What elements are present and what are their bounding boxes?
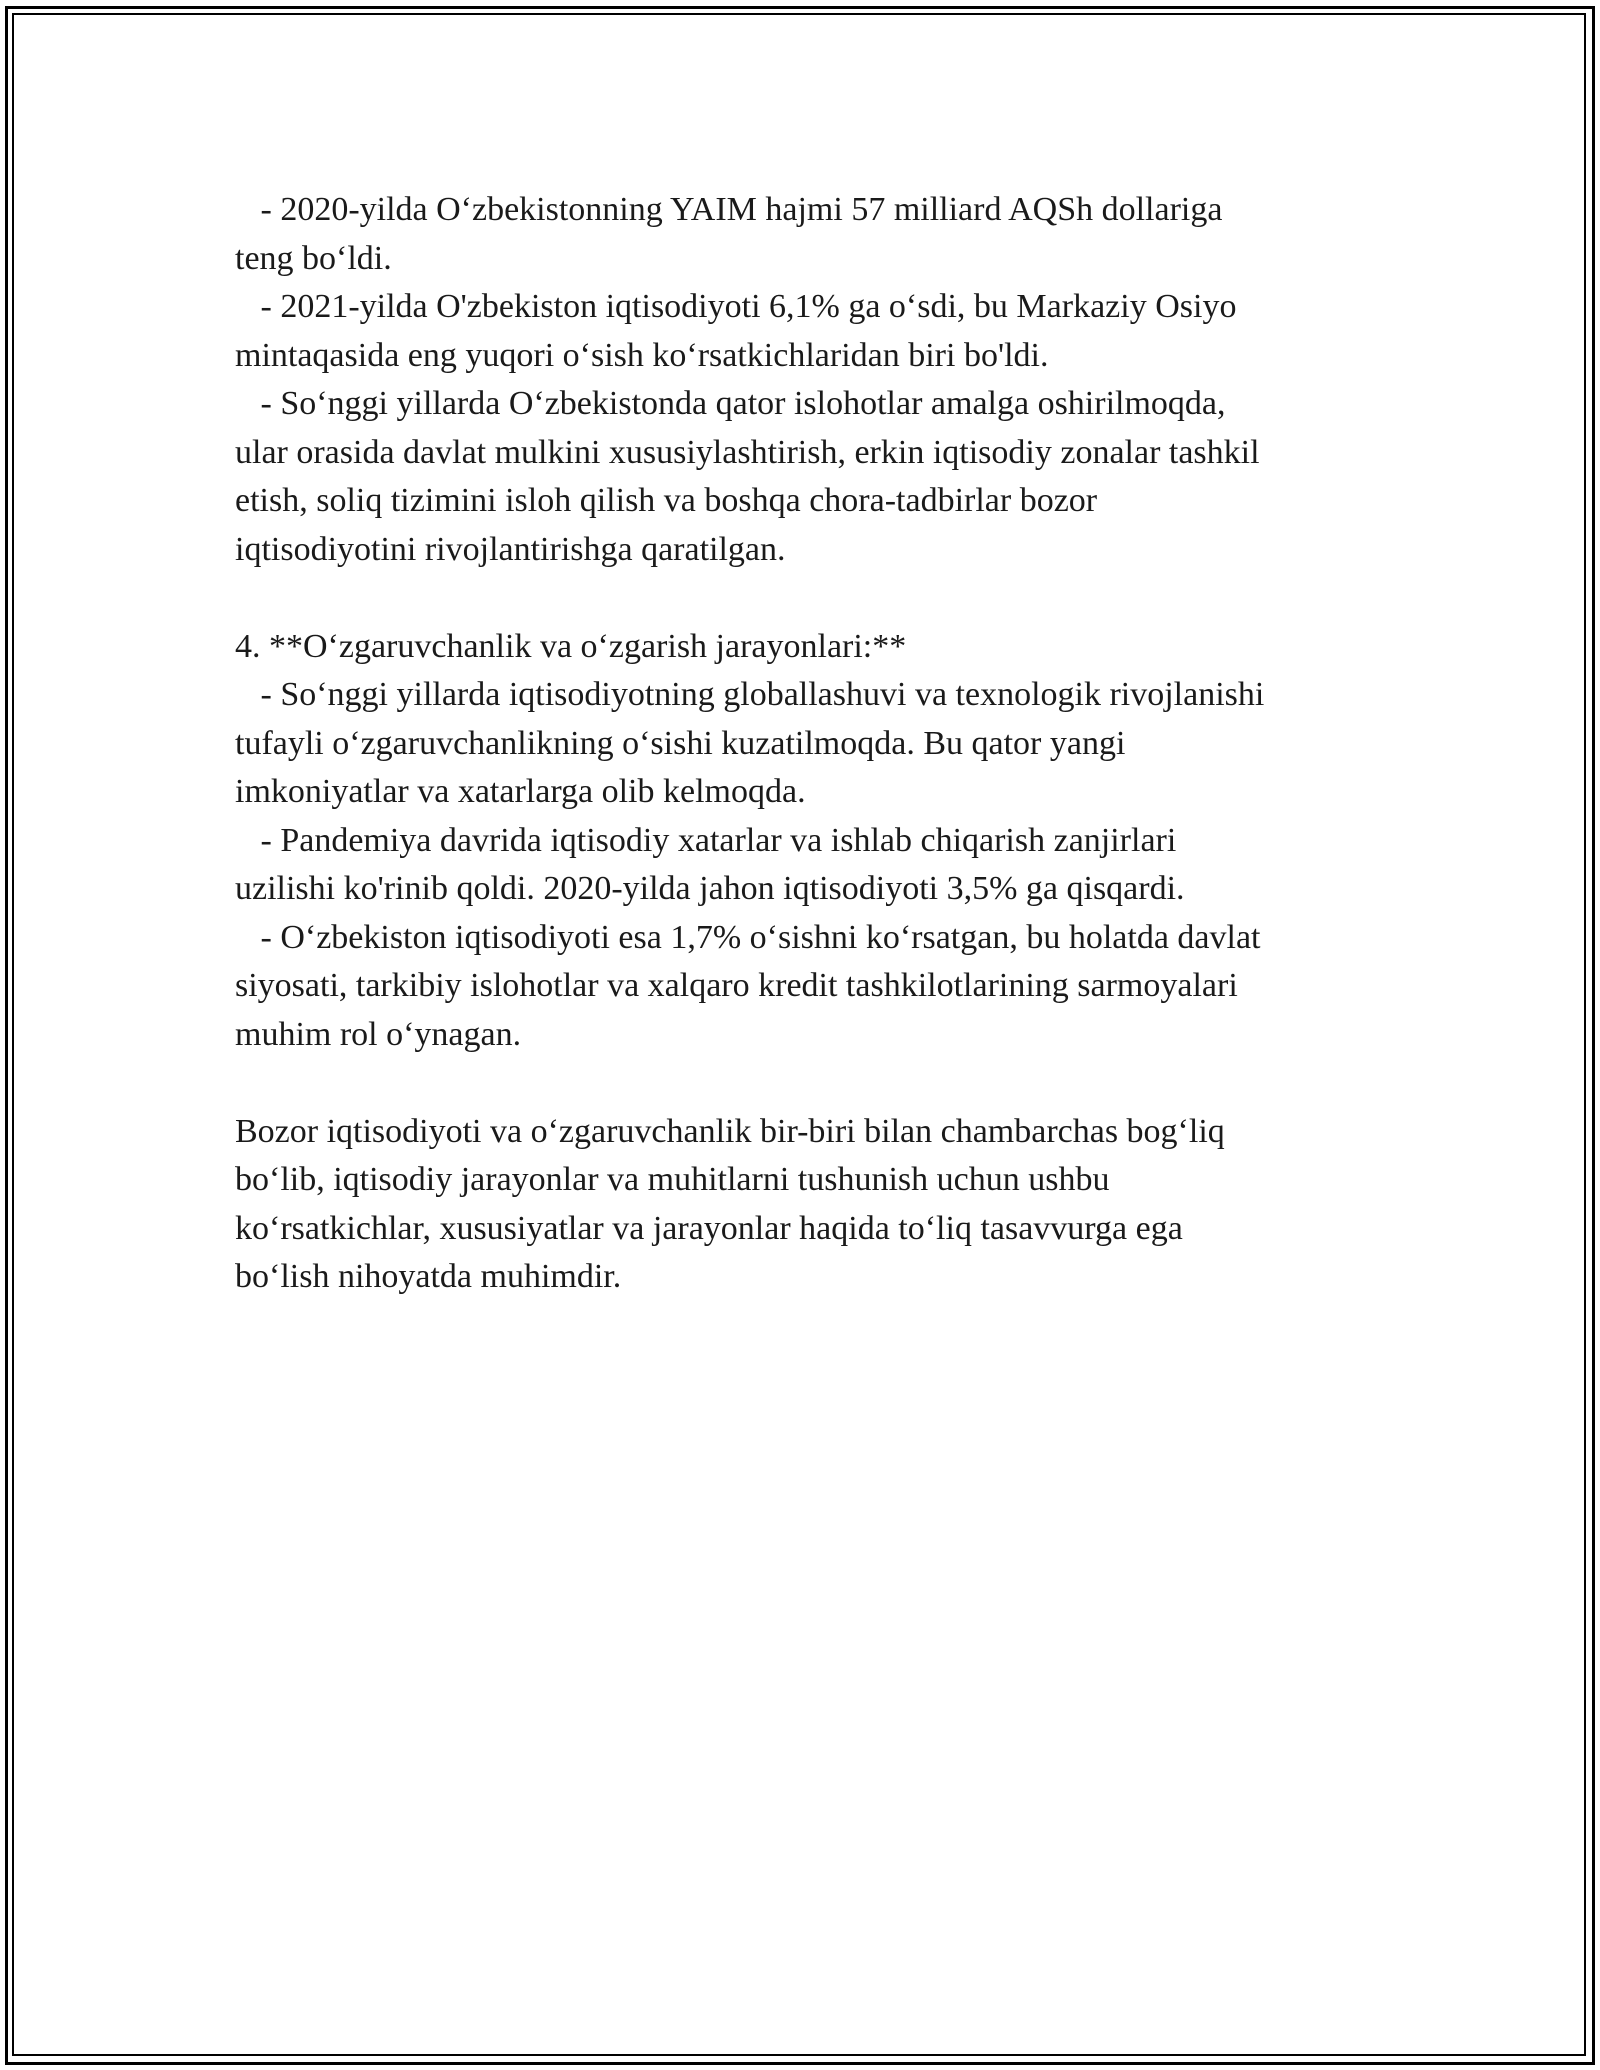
text-line: - So‘nggi yillarda O‘zbekistonda qator islohotlar amalga oshirilmoqda, xyxy=(235,385,1226,422)
text-line: ko‘rsatkichlar, xususiyatlar va jarayonlar haqida to‘liq tasavvurga ega xyxy=(235,1209,1183,1247)
paragraph-spacer xyxy=(235,1059,1385,1108)
paragraph-spacer xyxy=(235,574,1385,623)
text-line: mintaqasida eng yuqori o‘sish ko‘rsatkichlaridan biri bo'ldi. xyxy=(235,336,1049,374)
text-line: etish, soliq tizimini isloh qilish va boshqa chora-tadbirlar bozor xyxy=(235,482,1098,519)
text-line: - Pandemiya davrida iqtisodiy xatarlar va ishlab chiqarish zanjirlari xyxy=(235,821,1177,859)
section-4-variability xyxy=(235,623,1385,1060)
text-line: muhim rol o‘ynagan. xyxy=(235,1015,522,1053)
text-line: tufayli o‘zgaruvchanlikning o‘sishi kuzatilmoqda. Bu qator yangi xyxy=(235,724,1126,762)
document-body xyxy=(235,186,1385,1302)
text-line: siyosati, tarkibiy islohotlar va xalqaro kredit tashkilotlarining sarmoyalari xyxy=(235,967,1238,1004)
text-line: iqtisodiyotini rivojlantirishga qaratilgan. xyxy=(235,530,786,568)
text-line: teng bo‘ldi. xyxy=(235,239,392,277)
text-line: - O‘zbekiston iqtisodiyoti esa 1,7% o‘sishni ko‘rsatgan, bu holatda davlat xyxy=(235,918,1261,956)
text-line: - So‘nggi yillarda iqtisodiyotning globallashuvi va texnologik rivojlanishi xyxy=(235,676,1265,713)
text-line: Bozor iqtisodiyoti va o‘zgaruvchanlik bir-biri bilan chambarchas bog‘liq xyxy=(235,1112,1225,1150)
paragraph-conclusion xyxy=(235,1108,1385,1302)
text-line: uzilishi ko'rinib qoldi. 2020-yilda jahon iqtisodiyoti 3,5% ga qisqardi. xyxy=(235,870,1185,907)
text-line: bo‘lish nihoyatda muhimdir. xyxy=(235,1258,622,1295)
text-line: ular orasida davlat mulkini xususiylashtirish, erkin iqtisodiy zonalar tashkil xyxy=(235,433,1260,471)
text-line: - 2020-yilda O‘zbekistonning YAIM hajmi 57 milliard AQSh dollariga xyxy=(235,191,1223,228)
section-heading: 4. **O‘zgaruvchanlik va o‘zgarish jarayonlari:** xyxy=(235,627,907,665)
text-line: - 2021-yilda O'zbekiston iqtisodiyoti 6,1% ga o‘sdi, bu Markaziy Osiyo xyxy=(235,288,1237,325)
text-line: imkoniyatlar va xatarlarga olib kelmoqda. xyxy=(235,773,806,810)
text-line: bo‘lib, iqtisodiy jarayonlar va muhitlarni tushunish uchun ushbu xyxy=(235,1161,1110,1198)
paragraph-economy-facts xyxy=(235,186,1385,574)
